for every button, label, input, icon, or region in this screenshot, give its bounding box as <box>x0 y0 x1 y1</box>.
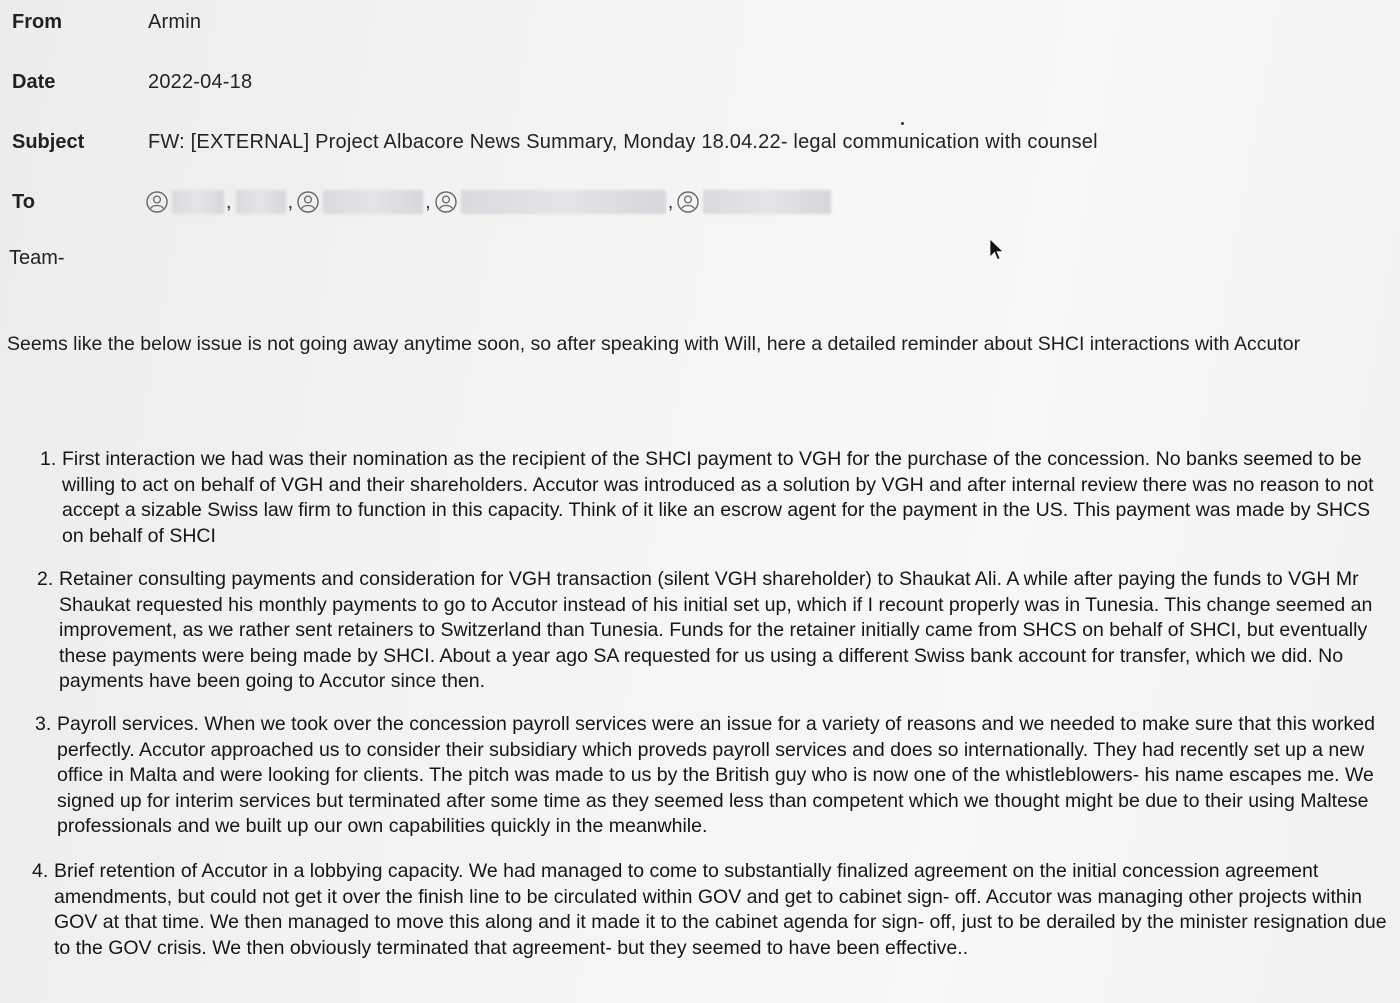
email-intro: Seems like the below issue is not going away anytime soon, so after speaking with Will, here a detailed reminder about SHCI interactions with Accutor <box>7 333 1301 355</box>
list-item-text: First interaction we had was their nomination as the recipient of the SHCI payment to VGH for the purchase of the concession. No banks seemed to be willing to act on behalf of VGH and their shareholders. Accutor was introduced as a solution by VGH and after internal review there was no reason to not accept a sizable Swiss law firm to function in this capacity. Think of it like an escrow agent for the payment in the US. This payment was made by SHCS on behalf of SHCI <box>62 448 1374 547</box>
date-label: Date <box>12 70 56 93</box>
subject-label: Subject <box>12 130 85 153</box>
contact-icon <box>297 191 319 213</box>
list-item-text: Brief retention of Accutor in a lobbying capacity. We had managed to come to substantially finalized agreement on the initial concession agreement amendments, but could not get it over the finish line to be circulated within GOV and get to cabinet sign- off. Accutor was managing other projects within GOV at that time. We then managed to move this along and it made it to the cabinet agenda for sign- off, just to be derailed by the minister resignation due to the GOV crisis. We then obviously terminated that agreement- but they seemed to have been effective.. <box>54 860 1387 959</box>
recipient-chip[interactable] <box>146 190 286 214</box>
redacted-name <box>236 190 286 214</box>
subject-value: FW: [EXTERNAL] Project Albacore News Summary, Monday 18.04.22- legal communication with counsel <box>148 130 1098 153</box>
recipient-separator: , <box>667 190 674 213</box>
redacted-name <box>461 190 666 214</box>
recipient-list <box>146 190 831 214</box>
contact-icon <box>677 191 699 213</box>
list-item-text: Retainer consulting payments and consideration for VGH transaction (silent VGH shareholder) to Shaukat Ali. A while after paying the funds to VGH Mr Shaukat requested his monthly payments to go to Accutor instead of his initial set up, which if I recount properly was in Tunesia. This change seemed an improvement, as we rather sent retainers to Switzerland than Tunesia. Funds for the retainer initially came from SHCS on behalf of SHCI, but eventually these payments were being made by SHCI. About a year ago SA requested for us using a different Swiss bank account for transfer, which we did. No payments have been going to Accutor since then. <box>59 568 1373 692</box>
contact-icon <box>146 191 168 213</box>
date-value: 2022-04-18 <box>148 70 253 93</box>
redacted-name <box>172 190 224 214</box>
mouse-pointer-icon <box>989 238 1005 262</box>
screen-speck <box>901 122 904 125</box>
list-item-number: 3. <box>35 713 52 735</box>
contact-icon <box>435 191 457 213</box>
recipient-chip[interactable] <box>677 190 831 214</box>
redacted-name <box>323 190 423 214</box>
list-item-text: Payroll services. When we took over the concession payroll services were an issue for a variety of reasons and we needed to make sure that this worked perfectly. Accutor approached us to consider their subsidiary which proveds payroll services and does so internationally. They had recently set up a new office in Malta and were looking for clients. The pitch was made to us by the British guy who is now one of the whistleblowers- his name escapes me. We signed up for interim services but terminated after some time as they seemed less than competent which we thought might be due to their using Maltese professionals and we built up our own capabilities quickly in the meanwhile. <box>57 713 1375 837</box>
email-greeting: Team- <box>9 247 65 269</box>
recipient-separator: , <box>425 190 431 213</box>
redacted-name <box>703 190 831 214</box>
recipient-separator: , <box>287 190 294 213</box>
list-item-number: 4. <box>32 860 49 882</box>
from-value[interactable]: Armin <box>148 10 202 33</box>
recipient-chip[interactable] <box>297 190 423 214</box>
recipient-separator: , <box>226 190 232 213</box>
recipient-chip[interactable] <box>435 190 666 214</box>
list-item-number: 1. <box>40 448 57 470</box>
to-label: To <box>12 190 35 213</box>
from-label: From <box>12 10 62 33</box>
list-item-number: 2. <box>37 568 54 590</box>
